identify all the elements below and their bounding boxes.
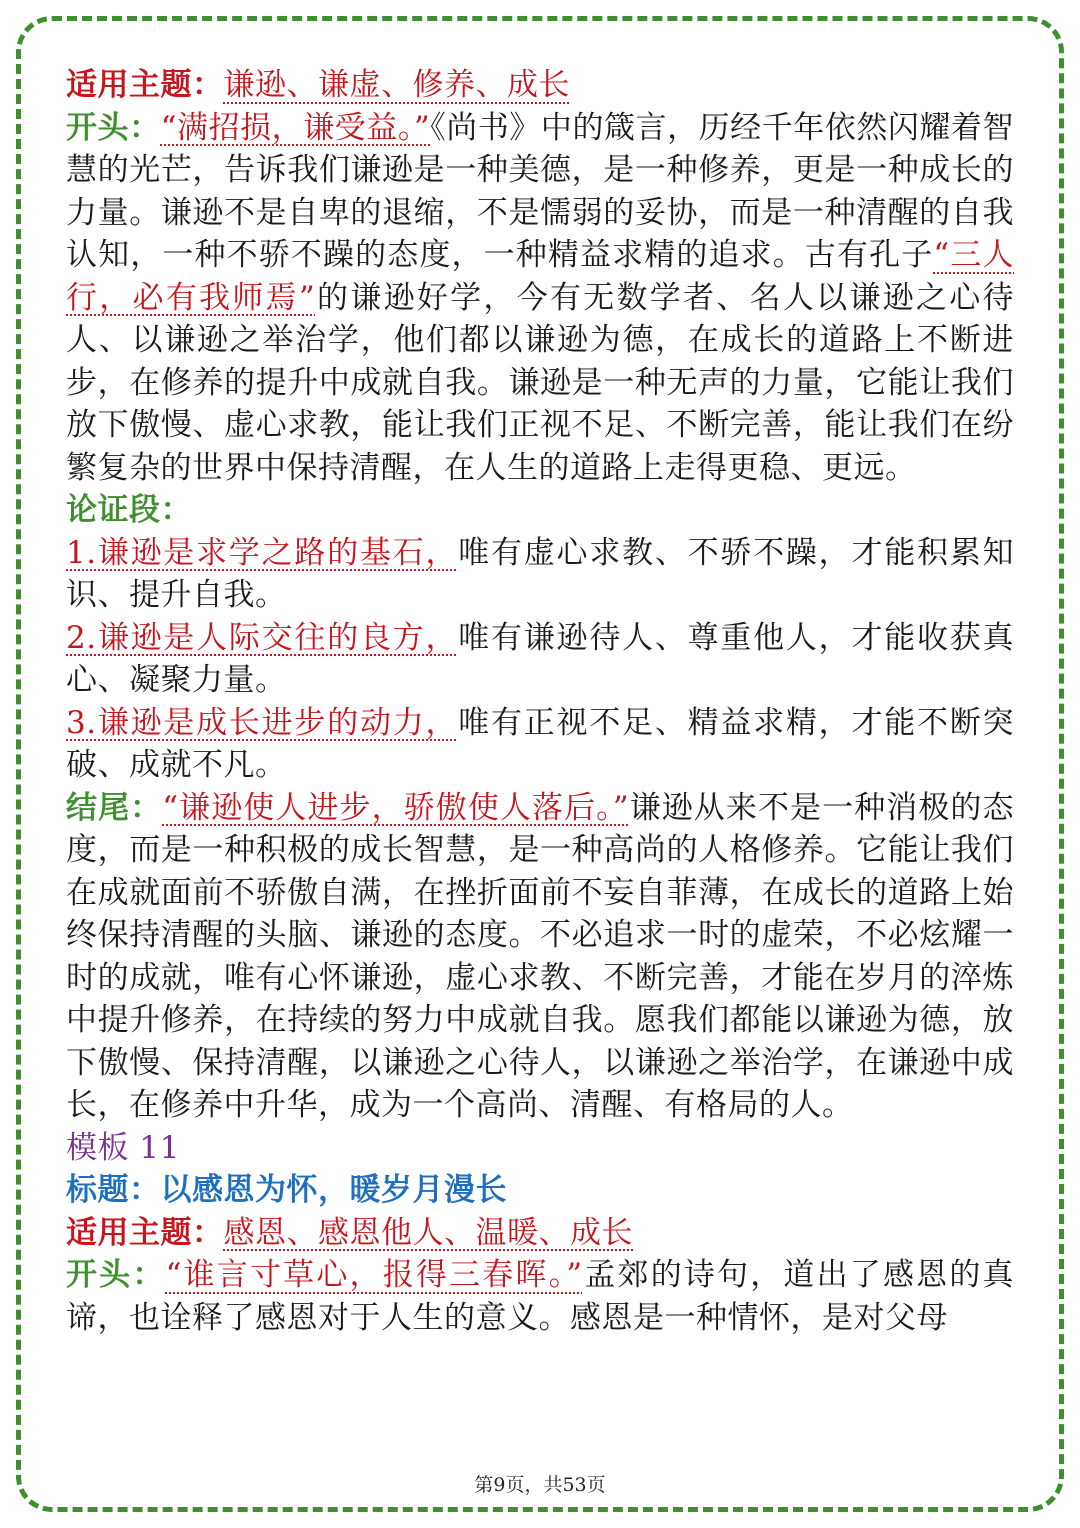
opening-paragraph-1 (66, 107, 1014, 490)
opening-quote-2: “三人行，必有我师焉” (66, 237, 1014, 316)
opening-paragraph-2 (66, 1254, 1014, 1339)
theme-line-1 (66, 64, 1014, 107)
argument-label: 论证段： (66, 492, 192, 528)
opening-text: 孟郊的诗句，道出了感恩的真谛，也诠释了感恩对于人生的意义。感恩是一种情怀，是对父母 (66, 1257, 1015, 1336)
opening-quote: “满招损，谦受益。” (160, 109, 431, 146)
theme-label: 适用主题： (66, 67, 224, 103)
argument-item (66, 702, 1014, 787)
ending-paragraph (66, 787, 1014, 1127)
theme-value: 感恩、感恩他人、温暖、成长 (223, 1214, 633, 1251)
title-line (66, 1169, 1014, 1212)
opening-text-1: 《尚书》中的箴言，历经千年依然闪耀着智慧的光芒，告诉我们谦逊是一种美德，是一种修养，更是一种成长的力量。谦逊不是自卑的退缩，不是懦弱的妥协，而是一种清醒的自我认知，一种不骄不躁的态度，一种精益求精的追求。古有孔子 (66, 109, 1015, 273)
argument-label-line (66, 489, 1014, 532)
argument-item (66, 532, 1014, 617)
argument-point: 2.谦逊是人际交往的良方， (66, 619, 459, 656)
opening-label: 开头： (66, 1257, 166, 1293)
ending-text: 谦逊从来不是一种消极的态度，而是一种积极的成长智慧，是一种高尚的人格修养。它能让我们在成就面前不骄傲自满，在挫折面前不妄自菲薄，在成长的道路上始终保持清醒的头脑、谦逊的态度。不必追求一时的虚荣，不必炫耀一时的成就，唯有心怀谦逊，虚心求教、不断完善，才能在岁月的淬炼中提升修养，在持续的努力中成就自我。愿我们都能以谦逊为德，放下傲慢、保持清醒，以谦逊之心待人，以谦逊之举治学，在谦逊中成长，在修养中升华，成为一个高尚、清醒、有格局的人。 (66, 789, 1014, 1123)
argument-item (66, 617, 1014, 702)
ending-quote: “谦逊使人进步，骄傲使人落后。” (162, 789, 630, 826)
argument-text: 唯有谦逊待人、尊重他人，才能收获真心、凝聚力量。 (66, 619, 1015, 698)
theme-value: 谦逊、谦虚、修养、成长 (223, 67, 570, 103)
opening-quote: “谁言寸草心，报得三春晖。” (165, 1257, 583, 1293)
argument-point: 1.谦逊是求学之路的基石， (66, 534, 459, 571)
template-heading: 模板 11 (66, 1129, 180, 1166)
essay-content (66, 64, 1014, 1339)
opening-label: 开头： (66, 109, 161, 146)
theme-line-2 (66, 1212, 1014, 1255)
title-value: 以感恩为怀，暖岁月漫长 (160, 1172, 507, 1208)
theme-label: 适用主题： (66, 1214, 224, 1251)
opening-text-2: 的谦逊好学，今有无数学者、名人以谦逊之心待人、以谦逊之举治学，他们都以谦逊为德，在成长的道路上不断进步，在修养的提升中成就自我。谦逊是一种无声的力量，它能让我们放下傲慢、虚心求教，能让我们正视不足、不断完善，能让我们在纷繁复杂的世界中保持清醒，在人生的道路上走得更稳、更远。 (66, 279, 1014, 486)
template-heading-line (66, 1127, 1014, 1170)
title-label: 标题： (66, 1172, 161, 1208)
argument-text: 唯有虚心求教、不骄不躁，才能积累知识、提升自我。 (66, 534, 1015, 613)
argument-text: 唯有正视不足、精益求精，才能不断突破、成就不凡。 (66, 704, 1015, 783)
argument-point: 3.谦逊是成长进步的动力， (66, 704, 459, 741)
page-number: 第9页，共53页 (474, 1474, 606, 1496)
ending-label: 结尾： (66, 789, 163, 826)
